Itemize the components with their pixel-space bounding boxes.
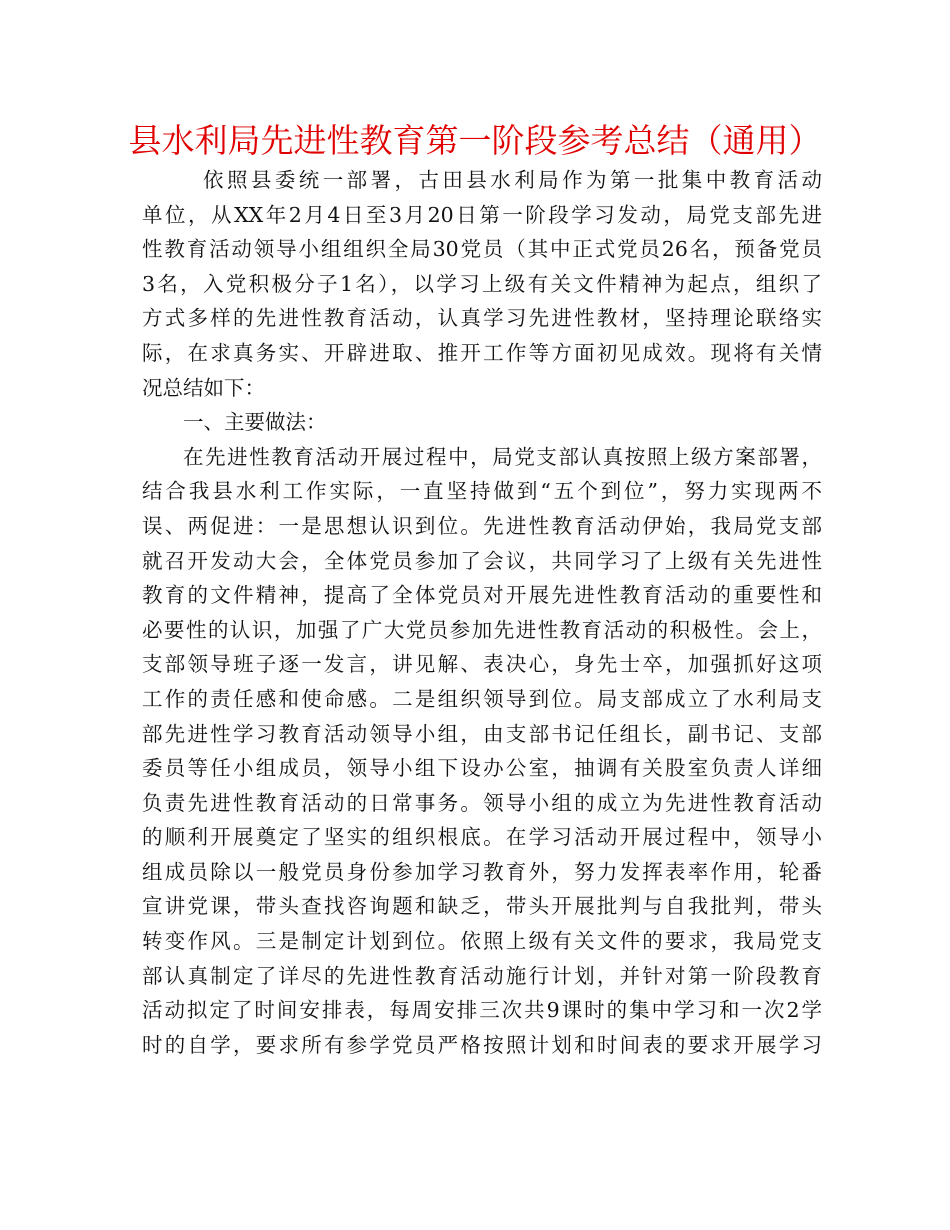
paragraph-1-line-6: 际，在求真务实、开辟进取、推开工作等方面初见成效。现将有关情	[142, 340, 822, 365]
document-body	[142, 163, 822, 1062]
paragraph-3-line-6: 必要性的认识，加强了广大党员参加先进性教育活动的积极性。会上，	[142, 617, 822, 642]
paragraph-3-line-9: 部先进性学习教育活动领导小组，由支部书记任组长，副书记、支部	[142, 721, 822, 746]
paragraph-3-line-16: 部认真制定了详尽的先进性教育活动施行计划，并针对第一阶段教育	[142, 963, 822, 988]
paragraph-1-line-7: 况总结如下：	[142, 375, 265, 400]
paragraph-3-line-2: 结合我县水利工作实际，一直坚持做到“五个到位”，努力实现两不	[142, 479, 822, 504]
paragraph-1-line-4: 3名，入党积极分子1名），以学习上级有关文件精神为起点，组织了	[142, 271, 822, 296]
section-heading-main-practices: 一、主要做法：	[183, 410, 327, 435]
paragraph-1-line-2: 单位，从XX年2月4日至3月20日第一阶段学习发动，局党支部先进	[142, 202, 822, 227]
paragraph-3-line-8: 工作的责任感和使命感。二是组织领导到位。局支部成立了水利局支	[142, 686, 822, 711]
paragraph-3-line-13: 组成员除以一般党员身份参加学习教育外，努力发挥表率作用，轮番	[142, 859, 822, 884]
paragraph-3-line-15: 转变作风。三是制定计划到位。依照上级有关文件的要求，我局党支	[142, 929, 822, 954]
paragraph-1-line-3: 性教育活动领导小组组织全局30党员（其中正式党员26名，预备党员	[142, 237, 822, 262]
paragraph-3-line-11: 负责先进性教育活动的日常事务。领导小组的成立为先进性教育活动	[142, 790, 822, 815]
paragraph-3-line-17: 活动拟定了时间安排表，每周安排三次共9课时的集中学习和一次2学	[142, 998, 822, 1023]
paragraph-3-line-4: 就召开发动大会，全体党员参加了会议，共同学习了上级有关先进性	[142, 548, 822, 573]
paragraph-1-line-1: 依照县委统一部署，古田县水利局作为第一批集中教育活动	[203, 168, 822, 192]
paragraph-3-line-14: 宣讲党课，带头查找咨询题和缺乏，带头开展批判与自我批判，带头	[142, 894, 822, 919]
paragraph-3-line-1: 在先进性教育活动开展过程中，局党支部认真按照上级方案部署，	[183, 444, 822, 469]
paragraph-3-line-5: 教育的文件精神，提高了全体党员对开展先进性教育活动的重要性和	[142, 583, 822, 608]
paragraph-3-line-18: 时的自学，要求所有参学党员严格按照计划和时间表的要求开展学习	[142, 1032, 822, 1057]
paragraph-1-line-5: 方式多样的先进性教育活动，认真学习先进性教材，坚持理论联络实	[142, 306, 822, 331]
paragraph-3-line-10: 委员等任小组成员，领导小组下设办公室，抽调有关股室负责人详细	[142, 756, 822, 781]
paragraph-3-line-3: 误、两促进：一是思想认识到位。先进性教育活动伊始，我局党支部	[142, 513, 822, 538]
document-title: 县水利局先进性教育第一阶段参考总结（通用）	[128, 121, 822, 160]
paragraph-3-line-7: 支部领导班子逐一发言，讲见解、表决心，身先士卒，加强抓好这项	[142, 652, 822, 677]
paragraph-3-line-12: 的顺利开展奠定了坚实的组织根底。在学习活动开展过程中，领导小	[142, 825, 822, 850]
